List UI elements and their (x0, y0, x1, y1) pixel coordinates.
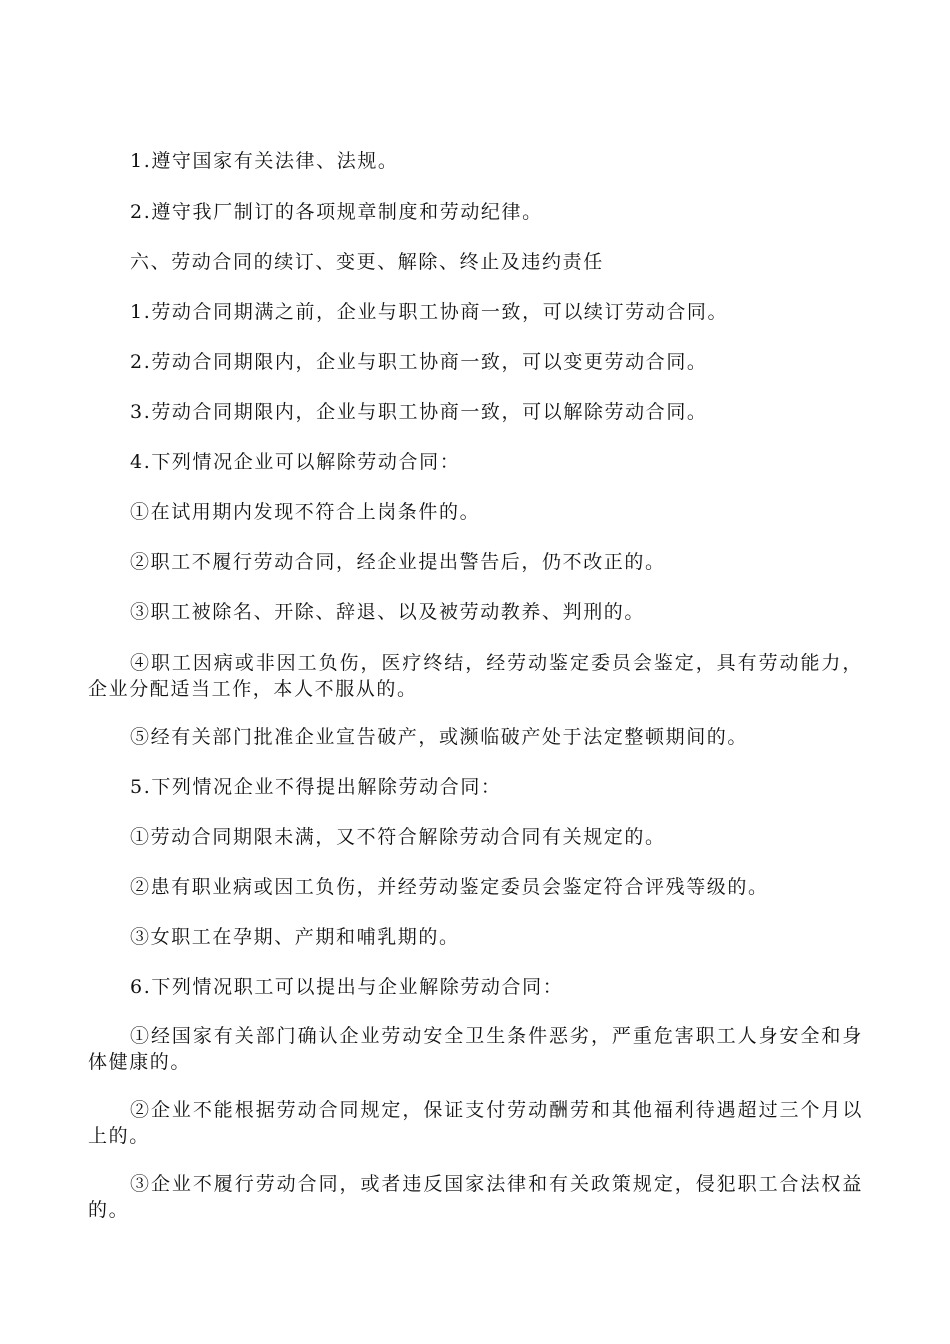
list-item-unpaid-wages: ②企业不能根据劳动合同规定，保证支付劳动酬劳和其他福利待遇超过三个月以上的。 (88, 1099, 863, 1147)
list-item-occupational-disease: ②患有职业病或因工负伤，并经劳动鉴定委员会鉴定符合评残等级的。 (130, 876, 769, 898)
paragraph-law-compliance: 1.遵守国家有关法律、法规。 (130, 150, 399, 172)
paragraph-change: 2.劳动合同期限内，企业与职工协商一致，可以变更劳动合同。 (130, 351, 708, 373)
list-item-warning: ②职工不履行劳动合同，经企业提出警告后，仍不改正的。 (130, 551, 666, 573)
list-item-dismissal: ③职工被除名、开除、辞退、以及被劳动教养、判刑的。 (130, 601, 646, 623)
list-item-term-not-expired: ①劳动合同期限未满，又不符合解除劳动合同有关规定的。 (130, 826, 666, 848)
paragraph-employer-termination-heading: 4.下列情况企业可以解除劳动合同： (130, 451, 461, 473)
paragraph-termination: 3.劳动合同期限内，企业与职工协商一致，可以解除劳动合同。 (130, 401, 708, 423)
list-item-probation: ①在试用期内发现不符合上岗条件的。 (130, 501, 481, 523)
paragraph-factory-rules: 2.遵守我厂制订的各项规章制度和劳动纪律。 (130, 201, 543, 223)
list-item-unsafe-conditions: ①经国家有关部门确认企业劳动安全卫生条件恶劣，严重危害职工人身安全和身体健康的。 (88, 1025, 863, 1073)
list-item-bankruptcy: ⑤经有关部门批准企业宣告破产，或濒临破产处于法定整顿期间的。 (130, 726, 749, 748)
paragraph-employer-prohibited-heading: 5.下列情况企业不得提出解除劳动合同： (130, 776, 502, 798)
list-item-rights-violation: ③企业不履行劳动合同，或者违反国家法律和有关政策规定，侵犯职工合法权益的。 (88, 1173, 863, 1221)
paragraph-employee-termination-heading: 6.下列情况职工可以提出与企业解除劳动合同： (130, 976, 564, 998)
list-item-illness: ④职工因病或非因工负伤，医疗终结，经劳动鉴定委员会鉴定，具有劳动能力，企业分配适当工作，本人不服从的。 (88, 652, 863, 700)
section-heading-six: 六、劳动合同的续订、变更、解除、终止及违约责任 (130, 251, 604, 273)
list-item-female-worker: ③女职工在孕期、产期和哺乳期的。 (130, 926, 460, 948)
paragraph-renewal: 1.劳动合同期满之前，企业与职工协商一致，可以续订劳动合同。 (130, 301, 729, 323)
